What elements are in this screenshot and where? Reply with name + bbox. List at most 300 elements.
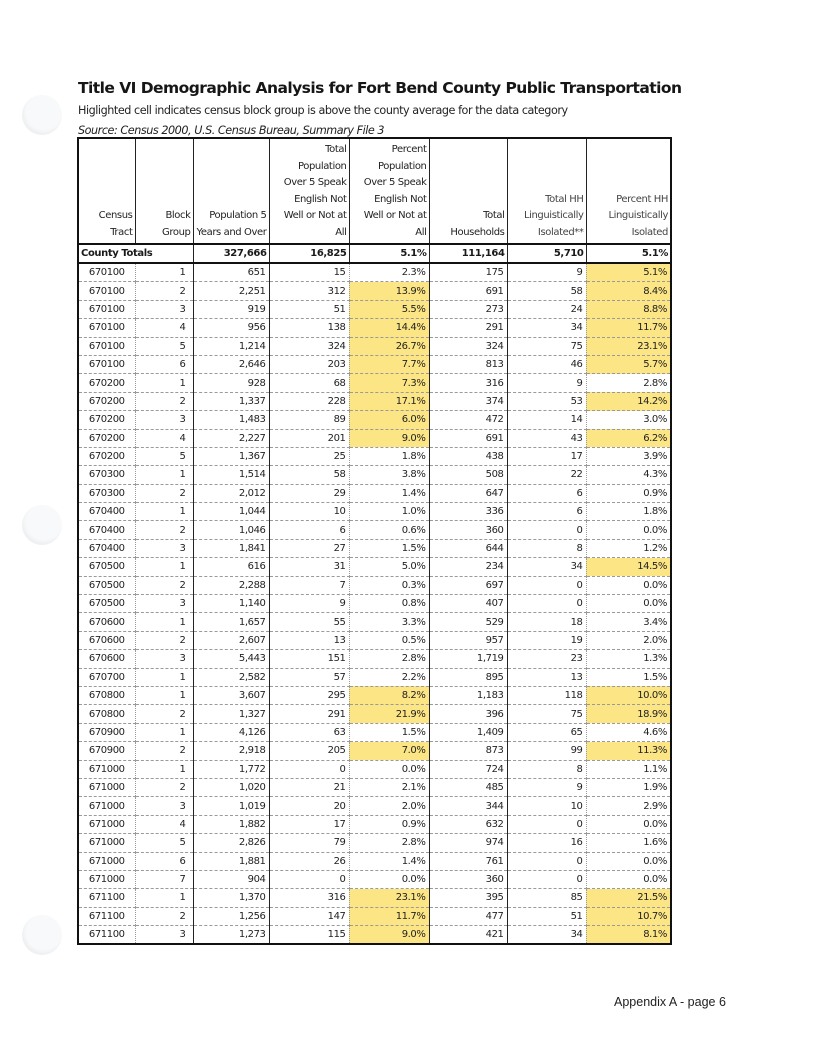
table-row <box>78 576 671 594</box>
block-group-cell: 3 <box>135 595 193 613</box>
header-line: Total HH <box>545 193 584 205</box>
header-line: Over 5 Speak <box>283 177 347 188</box>
population-5-over-cell: 1,882 <box>193 815 269 833</box>
census-tract-cell: 670200 <box>78 411 135 429</box>
block-group-cell: 2 <box>135 705 193 723</box>
census-tract-cell: 671000 <box>78 852 135 870</box>
pct-hh-ling-isolated-cell: 0.0% <box>586 870 671 888</box>
table-row <box>78 411 671 429</box>
table-row <box>78 852 671 870</box>
population-5-over-cell: 2,012 <box>193 484 269 502</box>
pct-speak-not-well-cell: 5.0% <box>349 558 429 576</box>
hh-ling-isolated-cell: 0 <box>507 595 586 613</box>
pct-hh-ling-isolated-cell: 4.3% <box>586 466 671 484</box>
pct-speak-not-well-cell: 0.6% <box>349 521 429 539</box>
pop-speak-not-well-cell: 6 <box>269 521 349 539</box>
pct-speak-not-well-cell: 2.0% <box>349 797 429 815</box>
hh-ling-isolated-cell: 17 <box>507 447 586 465</box>
table-row <box>78 337 671 355</box>
header-line: Households <box>450 226 505 238</box>
block-group-cell: 1 <box>135 686 193 704</box>
census-tract-cell: 671000 <box>78 797 135 815</box>
census-tract-cell: 670100 <box>78 355 135 373</box>
census-tract-cell: 670600 <box>78 631 135 649</box>
header-line: All <box>335 226 347 238</box>
block-group-cell: 2 <box>135 392 193 410</box>
pct-speak-not-well-cell: 1.4% <box>349 852 429 870</box>
table-row <box>78 778 671 796</box>
block-group-cell: 4 <box>135 815 193 833</box>
header-percent-hh-ling-isolated <box>586 138 671 244</box>
header-line: All <box>415 226 427 238</box>
pct-speak-not-well-cell: 0.8% <box>349 595 429 613</box>
pct-hh-ling-isolated-cell: 3.9% <box>586 447 671 465</box>
census-tract-cell: 671100 <box>78 926 135 945</box>
pct-speak-not-well-cell: 21.9% <box>349 705 429 723</box>
pop-speak-not-well-cell: 21 <box>269 778 349 796</box>
pct-speak-not-well-cell: 7.3% <box>349 374 429 392</box>
header-line: Percent HH <box>616 193 668 205</box>
block-group-cell: 3 <box>135 411 193 429</box>
total-households-cell: 974 <box>429 834 507 852</box>
total-households-cell: 873 <box>429 742 507 760</box>
pct-hh-ling-isolated-cell: 1.2% <box>586 539 671 557</box>
pop-speak-not-well-cell: 58 <box>269 466 349 484</box>
header-line: Group <box>162 226 191 238</box>
table-row <box>78 834 671 852</box>
block-group-cell: 1 <box>135 466 193 484</box>
hh-ling-isolated-cell: 99 <box>507 742 586 760</box>
table-row <box>78 539 671 557</box>
census-tract-cell: 670800 <box>78 705 135 723</box>
header-line: Isolated** <box>537 226 584 238</box>
total-households-cell: 360 <box>429 521 507 539</box>
table-row <box>78 503 671 521</box>
pct-speak-not-well-cell: 3.3% <box>349 613 429 631</box>
header-line: Linguistically <box>608 210 668 221</box>
total-households-cell: 438 <box>429 447 507 465</box>
pct-speak-not-well-cell: 1.4% <box>349 484 429 502</box>
pop-speak-not-well-cell: 31 <box>269 558 349 576</box>
hh-ling-isolated-cell: 75 <box>507 705 586 723</box>
census-tract-cell: 670500 <box>78 595 135 613</box>
hh-ling-isolated-cell: 18 <box>507 613 586 631</box>
totals-population-5-over: 327,666 <box>193 244 269 263</box>
pct-speak-not-well-cell: 0.5% <box>349 631 429 649</box>
population-5-over-cell: 1,019 <box>193 797 269 815</box>
population-5-over-cell: 956 <box>193 319 269 337</box>
population-5-over-cell: 616 <box>193 558 269 576</box>
hh-ling-isolated-cell: 8 <box>507 539 586 557</box>
table-row <box>78 484 671 502</box>
census-tract-cell: 670200 <box>78 429 135 447</box>
header-line: Census <box>98 210 133 221</box>
pct-speak-not-well-cell: 6.0% <box>349 411 429 429</box>
table-row <box>78 686 671 704</box>
census-tract-cell: 670600 <box>78 650 135 668</box>
pct-hh-ling-isolated-cell: 23.1% <box>586 337 671 355</box>
table-row <box>78 392 671 410</box>
block-group-cell: 3 <box>135 650 193 668</box>
population-5-over-cell: 5,443 <box>193 650 269 668</box>
hh-ling-isolated-cell: 0 <box>507 815 586 833</box>
table-row <box>78 907 671 925</box>
block-group-cell: 2 <box>135 742 193 760</box>
pct-speak-not-well-cell: 1.0% <box>349 503 429 521</box>
population-5-over-cell: 919 <box>193 300 269 318</box>
pct-hh-ling-isolated-cell: 8.8% <box>586 300 671 318</box>
pop-speak-not-well-cell: 228 <box>269 392 349 410</box>
pop-speak-not-well-cell: 26 <box>269 852 349 870</box>
pop-speak-not-well-cell: 63 <box>269 723 349 741</box>
pct-hh-ling-isolated-cell: 0.0% <box>586 815 671 833</box>
pop-speak-not-well-cell: 147 <box>269 907 349 925</box>
pct-hh-ling-isolated-cell: 1.1% <box>586 760 671 778</box>
pct-hh-ling-isolated-cell: 11.3% <box>586 742 671 760</box>
block-group-cell: 2 <box>135 484 193 502</box>
hh-ling-isolated-cell: 43 <box>507 429 586 447</box>
population-5-over-cell: 2,251 <box>193 282 269 300</box>
total-households-cell: 421 <box>429 926 507 945</box>
county-totals-label: County Totals <box>78 244 193 263</box>
pop-speak-not-well-cell: 27 <box>269 539 349 557</box>
total-households-cell: 344 <box>429 797 507 815</box>
header-line: English Not <box>374 193 427 205</box>
hh-ling-isolated-cell: 9 <box>507 778 586 796</box>
header-line: Well or Not at <box>363 210 427 221</box>
pct-hh-ling-isolated-cell: 2.9% <box>586 797 671 815</box>
population-5-over-cell: 2,582 <box>193 668 269 686</box>
pct-speak-not-well-cell: 9.0% <box>349 429 429 447</box>
census-tract-cell: 670300 <box>78 466 135 484</box>
header-line: Years and Over <box>196 226 267 238</box>
hole-punch-mark <box>22 95 62 135</box>
pct-speak-not-well-cell: 26.7% <box>349 337 429 355</box>
pct-speak-not-well-cell: 2.8% <box>349 650 429 668</box>
hh-ling-isolated-cell: 34 <box>507 926 586 945</box>
total-households-cell: 395 <box>429 889 507 907</box>
header-line: Percent <box>391 144 427 155</box>
block-group-cell: 1 <box>135 503 193 521</box>
census-tract-cell: 670400 <box>78 503 135 521</box>
pct-speak-not-well-cell: 0.3% <box>349 576 429 594</box>
pop-speak-not-well-cell: 0 <box>269 760 349 778</box>
header-population-5-over <box>193 138 269 244</box>
census-tract-cell: 670500 <box>78 576 135 594</box>
table-row <box>78 319 671 337</box>
pct-hh-ling-isolated-cell: 10.0% <box>586 686 671 704</box>
hh-ling-isolated-cell: 118 <box>507 686 586 704</box>
block-group-cell: 1 <box>135 558 193 576</box>
total-households-cell: 644 <box>429 539 507 557</box>
pct-hh-ling-isolated-cell: 1.8% <box>586 503 671 521</box>
pct-speak-not-well-cell: 2.8% <box>349 834 429 852</box>
pct-hh-ling-isolated-cell: 10.7% <box>586 907 671 925</box>
pct-hh-ling-isolated-cell: 3.4% <box>586 613 671 631</box>
population-5-over-cell: 1,367 <box>193 447 269 465</box>
header-line: Tract <box>110 226 133 238</box>
hh-ling-isolated-cell: 23 <box>507 650 586 668</box>
total-households-cell: 273 <box>429 300 507 318</box>
total-households-cell: 360 <box>429 870 507 888</box>
pct-speak-not-well-cell: 9.0% <box>349 926 429 945</box>
total-households-cell: 724 <box>429 760 507 778</box>
block-group-cell: 3 <box>135 926 193 945</box>
table-row <box>78 815 671 833</box>
hh-ling-isolated-cell: 0 <box>507 870 586 888</box>
block-group-cell: 2 <box>135 778 193 796</box>
header-total-households <box>429 138 507 244</box>
census-tract-cell: 671000 <box>78 815 135 833</box>
pct-hh-ling-isolated-cell: 1.6% <box>586 834 671 852</box>
census-tract-cell: 670300 <box>78 484 135 502</box>
population-5-over-cell: 1,046 <box>193 521 269 539</box>
block-group-cell: 5 <box>135 337 193 355</box>
block-group-cell: 3 <box>135 797 193 815</box>
table-row <box>78 668 671 686</box>
pct-hh-ling-isolated-cell: 0.0% <box>586 852 671 870</box>
block-group-cell: 2 <box>135 576 193 594</box>
total-households-cell: 316 <box>429 374 507 392</box>
total-households-cell: 396 <box>429 705 507 723</box>
pct-speak-not-well-cell: 7.7% <box>349 355 429 373</box>
header-total-pop-speak-not-well <box>269 138 349 244</box>
block-group-cell: 5 <box>135 834 193 852</box>
table-row <box>78 797 671 815</box>
pct-hh-ling-isolated-cell: 0.9% <box>586 484 671 502</box>
block-group-cell: 1 <box>135 889 193 907</box>
census-tract-cell: 670900 <box>78 742 135 760</box>
totals-pct-hh-ling-isolated: 5.1% <box>586 244 671 263</box>
census-tract-cell: 670100 <box>78 319 135 337</box>
population-5-over-cell: 2,826 <box>193 834 269 852</box>
table-row <box>78 282 671 300</box>
pct-speak-not-well-cell: 8.2% <box>349 686 429 704</box>
census-tract-cell: 670100 <box>78 282 135 300</box>
population-5-over-cell: 2,607 <box>193 631 269 649</box>
pct-speak-not-well-cell: 2.2% <box>349 668 429 686</box>
block-group-cell: 1 <box>135 613 193 631</box>
census-tract-cell: 670400 <box>78 521 135 539</box>
pop-speak-not-well-cell: 25 <box>269 447 349 465</box>
table-row <box>78 300 671 318</box>
pop-speak-not-well-cell: 291 <box>269 705 349 723</box>
hh-ling-isolated-cell: 22 <box>507 466 586 484</box>
pct-speak-not-well-cell: 1.5% <box>349 539 429 557</box>
pop-speak-not-well-cell: 0 <box>269 870 349 888</box>
totals-pop-speak-not-well: 16,825 <box>269 244 349 263</box>
pop-speak-not-well-cell: 29 <box>269 484 349 502</box>
pct-speak-not-well-cell: 1.5% <box>349 723 429 741</box>
census-tract-cell: 671000 <box>78 870 135 888</box>
table-row <box>78 723 671 741</box>
pop-speak-not-well-cell: 20 <box>269 797 349 815</box>
census-tract-cell: 670900 <box>78 723 135 741</box>
pct-hh-ling-isolated-cell: 1.5% <box>586 668 671 686</box>
total-households-cell: 374 <box>429 392 507 410</box>
pct-hh-ling-isolated-cell: 3.0% <box>586 411 671 429</box>
hh-ling-isolated-cell: 34 <box>507 319 586 337</box>
pop-speak-not-well-cell: 79 <box>269 834 349 852</box>
pct-hh-ling-isolated-cell: 0.0% <box>586 576 671 594</box>
total-households-cell: 477 <box>429 907 507 925</box>
block-group-cell: 2 <box>135 907 193 925</box>
hh-ling-isolated-cell: 24 <box>507 300 586 318</box>
population-5-over-cell: 4,126 <box>193 723 269 741</box>
pct-hh-ling-isolated-cell: 0.0% <box>586 521 671 539</box>
table-row <box>78 631 671 649</box>
page-footer: Appendix A - page 6 <box>614 995 726 1009</box>
hh-ling-isolated-cell: 6 <box>507 503 586 521</box>
pct-speak-not-well-cell: 11.7% <box>349 907 429 925</box>
pct-hh-ling-isolated-cell: 5.1% <box>586 263 671 282</box>
pop-speak-not-well-cell: 205 <box>269 742 349 760</box>
census-tract-cell: 671000 <box>78 834 135 852</box>
table-row <box>78 705 671 723</box>
block-group-cell: 1 <box>135 668 193 686</box>
pop-speak-not-well-cell: 7 <box>269 576 349 594</box>
pct-speak-not-well-cell: 2.1% <box>349 778 429 796</box>
source-note: Source: Census 2000, U.S. Census Bureau, Summary File 3 <box>78 124 385 137</box>
pop-speak-not-well-cell: 51 <box>269 300 349 318</box>
total-households-cell: 761 <box>429 852 507 870</box>
pct-speak-not-well-cell: 13.9% <box>349 282 429 300</box>
pop-speak-not-well-cell: 55 <box>269 613 349 631</box>
population-5-over-cell: 1,772 <box>193 760 269 778</box>
table-row <box>78 374 671 392</box>
population-5-over-cell: 1,337 <box>193 392 269 410</box>
pop-speak-not-well-cell: 324 <box>269 337 349 355</box>
census-tract-cell: 671000 <box>78 760 135 778</box>
table-row <box>78 613 671 631</box>
pop-speak-not-well-cell: 201 <box>269 429 349 447</box>
table-row <box>78 429 671 447</box>
total-households-cell: 632 <box>429 815 507 833</box>
hh-ling-isolated-cell: 51 <box>507 907 586 925</box>
census-tract-cell: 670800 <box>78 686 135 704</box>
population-5-over-cell: 1,841 <box>193 539 269 557</box>
total-households-cell: 647 <box>429 484 507 502</box>
pct-speak-not-well-cell: 14.4% <box>349 319 429 337</box>
pct-hh-ling-isolated-cell: 4.6% <box>586 723 671 741</box>
block-group-cell: 1 <box>135 723 193 741</box>
population-5-over-cell: 1,881 <box>193 852 269 870</box>
population-5-over-cell: 1,044 <box>193 503 269 521</box>
pct-hh-ling-isolated-cell: 8.1% <box>586 926 671 945</box>
census-tract-cell: 670700 <box>78 668 135 686</box>
table-row <box>78 742 671 760</box>
population-5-over-cell: 1,140 <box>193 595 269 613</box>
census-tract-cell: 671100 <box>78 907 135 925</box>
document-subtitle: Higlighted cell indicates census block group is above the county average for the data category <box>78 104 568 117</box>
pct-speak-not-well-cell: 0.9% <box>349 815 429 833</box>
table-row <box>78 558 671 576</box>
header-line: Population <box>377 160 427 172</box>
hh-ling-isolated-cell: 14 <box>507 411 586 429</box>
total-households-cell: 508 <box>429 466 507 484</box>
block-group-cell: 2 <box>135 631 193 649</box>
population-5-over-cell: 2,918 <box>193 742 269 760</box>
population-5-over-cell: 3,607 <box>193 686 269 704</box>
block-group-cell: 6 <box>135 355 193 373</box>
hh-ling-isolated-cell: 9 <box>507 263 586 282</box>
block-group-cell: 2 <box>135 282 193 300</box>
block-group-cell: 2 <box>135 521 193 539</box>
hh-ling-isolated-cell: 58 <box>507 282 586 300</box>
hh-ling-isolated-cell: 0 <box>507 521 586 539</box>
table-row <box>78 447 671 465</box>
census-tract-cell: 670500 <box>78 558 135 576</box>
header-census-tract <box>78 138 135 244</box>
totals-hh-ling-isolated: 5,710 <box>507 244 586 263</box>
pct-hh-ling-isolated-cell: 8.4% <box>586 282 671 300</box>
header-line: Population 5 <box>209 210 267 221</box>
hh-ling-isolated-cell: 6 <box>507 484 586 502</box>
pop-speak-not-well-cell: 68 <box>269 374 349 392</box>
header-line: Well or Not at <box>283 210 347 221</box>
hh-ling-isolated-cell: 0 <box>507 576 586 594</box>
census-tract-cell: 670200 <box>78 392 135 410</box>
population-5-over-cell: 904 <box>193 870 269 888</box>
pct-hh-ling-isolated-cell: 1.3% <box>586 650 671 668</box>
census-tract-cell: 670400 <box>78 539 135 557</box>
census-tract-cell: 670600 <box>78 613 135 631</box>
census-tract-cell: 670100 <box>78 300 135 318</box>
header-percent-pop-speak-not-well <box>349 138 429 244</box>
census-tract-cell: 670100 <box>78 263 135 282</box>
pct-hh-ling-isolated-cell: 21.5% <box>586 889 671 907</box>
total-households-cell: 1,183 <box>429 686 507 704</box>
hh-ling-isolated-cell: 85 <box>507 889 586 907</box>
hh-ling-isolated-cell: 46 <box>507 355 586 373</box>
pop-speak-not-well-cell: 316 <box>269 889 349 907</box>
total-households-cell: 324 <box>429 337 507 355</box>
county-totals-row <box>78 244 671 263</box>
pop-speak-not-well-cell: 295 <box>269 686 349 704</box>
population-5-over-cell: 1,327 <box>193 705 269 723</box>
population-5-over-cell: 2,646 <box>193 355 269 373</box>
census-tract-cell: 671100 <box>78 889 135 907</box>
total-households-cell: 957 <box>429 631 507 649</box>
pct-speak-not-well-cell: 1.8% <box>349 447 429 465</box>
pct-hh-ling-isolated-cell: 11.7% <box>586 319 671 337</box>
table-row <box>78 889 671 907</box>
hh-ling-isolated-cell: 9 <box>507 374 586 392</box>
hh-ling-isolated-cell: 19 <box>507 631 586 649</box>
table-row <box>78 650 671 668</box>
header-line: Total <box>483 210 505 221</box>
total-households-cell: 407 <box>429 595 507 613</box>
table-row <box>78 595 671 613</box>
pct-speak-not-well-cell: 17.1% <box>349 392 429 410</box>
hh-ling-isolated-cell: 65 <box>507 723 586 741</box>
total-households-cell: 691 <box>429 282 507 300</box>
pct-hh-ling-isolated-cell: 1.9% <box>586 778 671 796</box>
total-households-cell: 1,409 <box>429 723 507 741</box>
census-tract-cell: 671000 <box>78 778 135 796</box>
header-line: Total <box>325 144 347 155</box>
table-row <box>78 870 671 888</box>
block-group-cell: 1 <box>135 263 193 282</box>
pop-speak-not-well-cell: 13 <box>269 631 349 649</box>
header-line: Block <box>165 210 191 221</box>
hh-ling-isolated-cell: 8 <box>507 760 586 778</box>
table-row <box>78 466 671 484</box>
population-5-over-cell: 1,657 <box>193 613 269 631</box>
total-households-cell: 485 <box>429 778 507 796</box>
total-households-cell: 697 <box>429 576 507 594</box>
hh-ling-isolated-cell: 34 <box>507 558 586 576</box>
